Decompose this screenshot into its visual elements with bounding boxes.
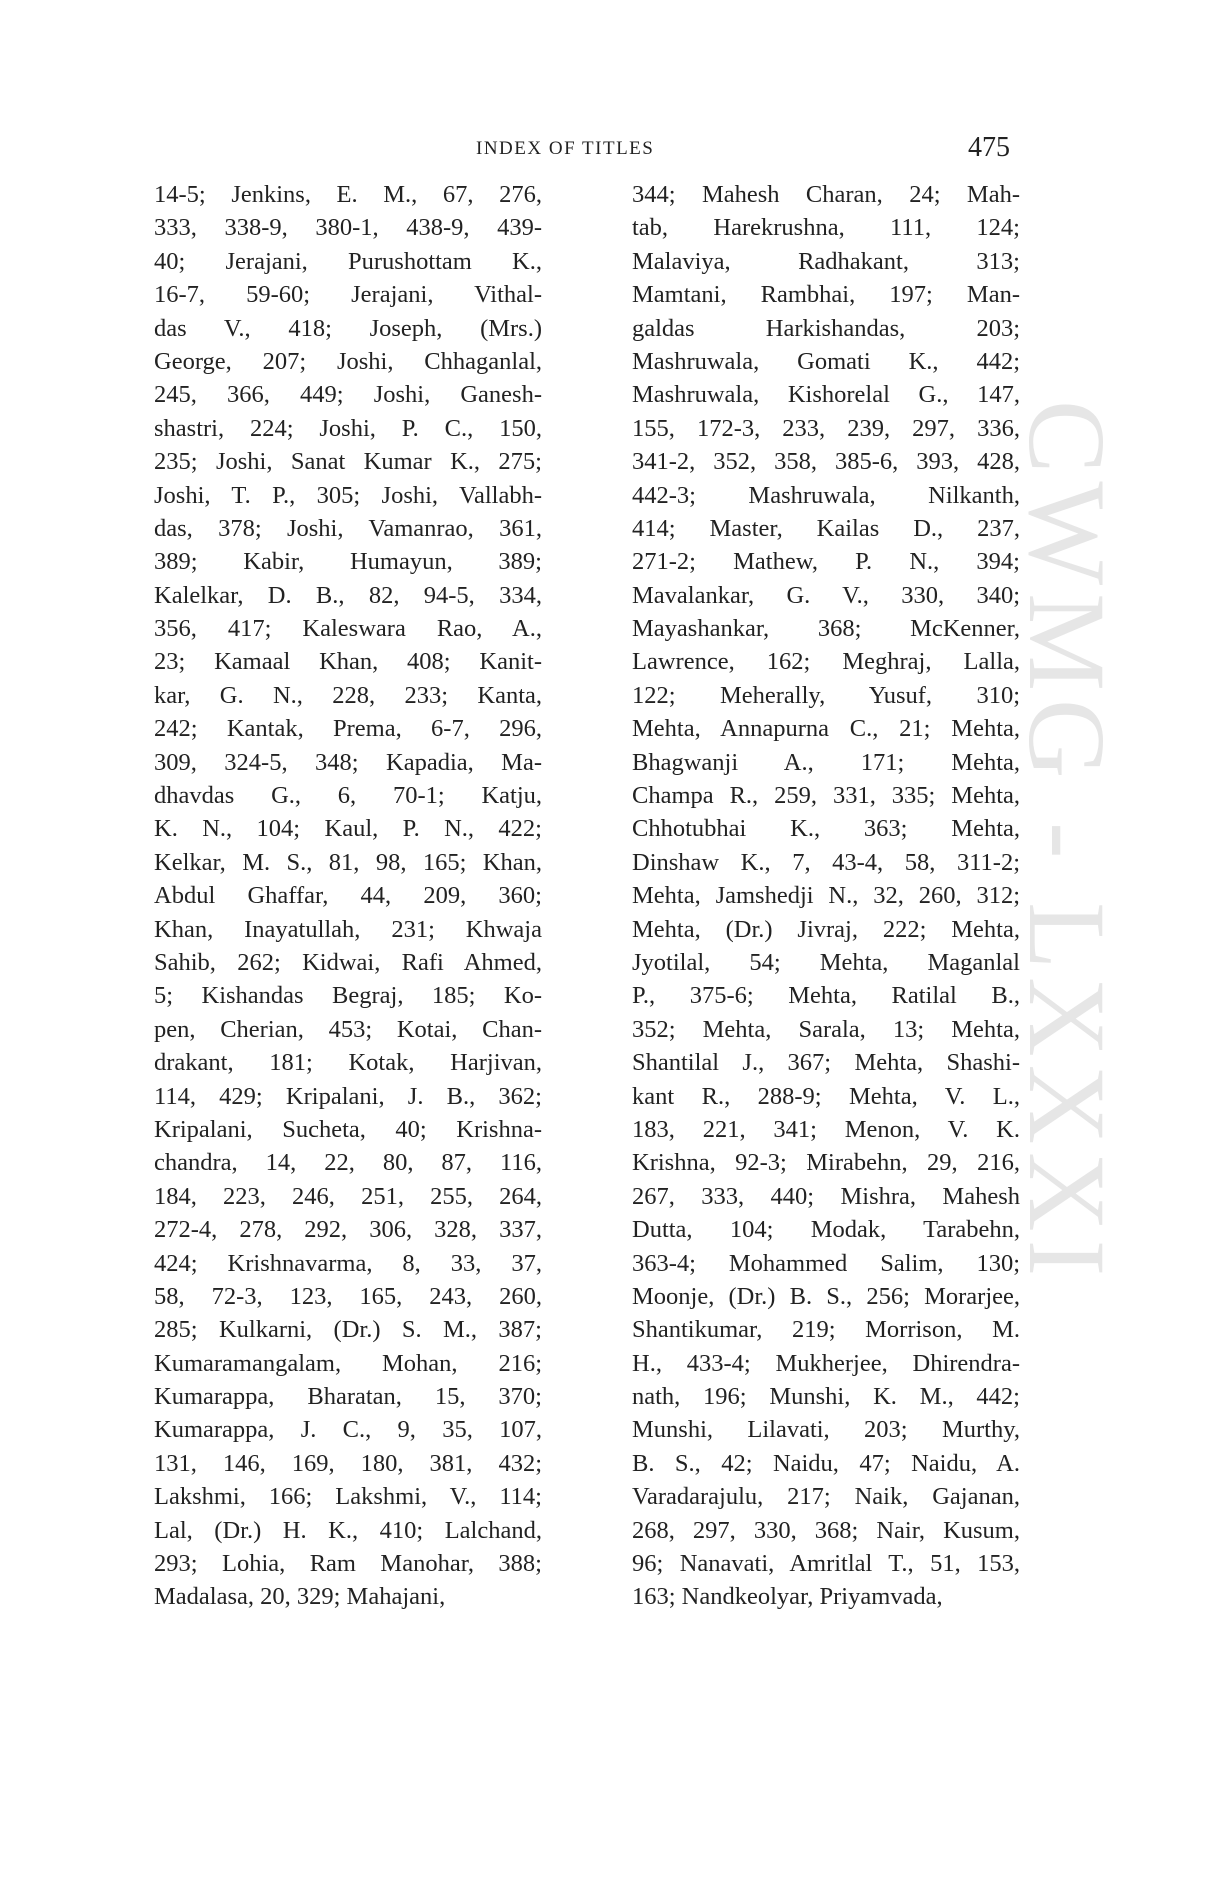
index-line: das V., 418; Joseph, (Mrs.) bbox=[154, 314, 542, 342]
index-line: 245, 366, 449; Joshi, Ganesh- bbox=[154, 381, 542, 409]
index-line: 414; Master, Kailas D., 237, bbox=[632, 514, 1020, 542]
index-line: 285; Kulkarni, (Dr.) S. M., 387; bbox=[154, 1316, 542, 1344]
index-line: 363-4; Mohammed Salim, 130; bbox=[632, 1249, 1020, 1277]
page-number: 475 bbox=[968, 132, 1010, 163]
index-line: Joshi, T. P., 305; Joshi, Vallabh- bbox=[154, 481, 542, 509]
index-line: Varadarajulu, 217; Naik, Gajanan, bbox=[632, 1483, 1020, 1511]
index-line: 58, 72-3, 123, 165, 243, 260, bbox=[154, 1282, 542, 1310]
index-line: Dutta, 104; Modak, Tarabehn, bbox=[632, 1216, 1020, 1244]
index-line: Kripalani, Sucheta, 40; Krishna- bbox=[154, 1115, 542, 1143]
index-line: Mashruwala, Gomati K., 442; bbox=[632, 347, 1020, 375]
index-line: 96; Nanavati, Amritlal T., 51, 153, bbox=[632, 1550, 1020, 1578]
index-line: George, 207; Joshi, Chhaganlal, bbox=[154, 347, 542, 375]
index-line: K. N., 104; Kaul, P. N., 422; bbox=[154, 815, 542, 843]
index-line: nath, 196; Munshi, K. M., 442; bbox=[632, 1383, 1020, 1411]
index-line: B. S., 42; Naidu, 47; Naidu, A. bbox=[632, 1449, 1020, 1477]
index-line: das, 378; Joshi, Vamanrao, 361, bbox=[154, 514, 542, 542]
index-line: 235; Joshi, Sanat Kumar K., 275; bbox=[154, 448, 542, 476]
index-line: Moonje, (Dr.) B. S., 256; Morarjee, bbox=[632, 1282, 1020, 1310]
index-line: 23; Kamaal Khan, 408; Kanit- bbox=[154, 648, 542, 676]
index-line: H., 433-4; Mukherjee, Dhirendra- bbox=[632, 1349, 1020, 1377]
index-line: pen, Cherian, 453; Kotai, Chan- bbox=[154, 1015, 542, 1043]
index-line: Bhagwanji A., 171; Mehta, bbox=[632, 748, 1020, 776]
index-line: shastri, 224; Joshi, P. C., 150, bbox=[154, 414, 542, 442]
index-line: Chhotubhai K., 363; Mehta, bbox=[632, 815, 1020, 843]
index-line: 114, 429; Kripalani, J. B., 362; bbox=[154, 1082, 542, 1110]
index-line: Khan, Inayatullah, 231; Khwaja bbox=[154, 915, 542, 943]
index-line: Jyotilal, 54; Mehta, Maganlal bbox=[632, 948, 1020, 976]
index-line: 356, 417; Kaleswara Rao, A., bbox=[154, 615, 542, 643]
index-line: Madalasa, 20, 329; Mahajani, bbox=[154, 1583, 446, 1611]
index-line: Mashruwala, Kishorelal G., 147, bbox=[632, 381, 1020, 409]
index-line: Mehta, Annapurna C., 21; Mehta, bbox=[632, 715, 1020, 743]
index-line: galdas Harkishandas, 203; bbox=[632, 314, 1020, 342]
index-line: Kalelkar, D. B., 82, 94-5, 334, bbox=[154, 581, 542, 609]
index-line: Mamtani, Rambhai, 197; Man- bbox=[632, 281, 1020, 309]
running-head: INDEX OF TITLES bbox=[476, 138, 655, 159]
index-line: P., 375-6; Mehta, Ratilal B., bbox=[632, 982, 1020, 1010]
index-line: Lawrence, 162; Meghraj, Lalla, bbox=[632, 648, 1020, 676]
index-line: 341-2, 352, 358, 385-6, 393, 428, bbox=[632, 448, 1020, 476]
index-line: 163; Nandkeolyar, Priyamvada, bbox=[632, 1583, 943, 1611]
index-line: 309, 324-5, 348; Kapadia, Ma- bbox=[154, 748, 542, 776]
index-line: 272-4, 278, 292, 306, 328, 337, bbox=[154, 1216, 542, 1244]
index-line: Lal, (Dr.) H. K., 410; Lalchand, bbox=[154, 1516, 542, 1544]
index-line: Malaviya, Radhakant, 313; bbox=[632, 247, 1020, 275]
index-line: Shantilal J., 367; Mehta, Shashi- bbox=[632, 1049, 1020, 1077]
index-line: Mavalankar, G. V., 330, 340; bbox=[632, 581, 1020, 609]
index-line: Mehta, (Dr.) Jivraj, 222; Mehta, bbox=[632, 915, 1020, 943]
index-line: 131, 146, 169, 180, 381, 432; bbox=[154, 1449, 542, 1477]
index-line: Lakshmi, 166; Lakshmi, V., 114; bbox=[154, 1483, 542, 1511]
index-line: Abdul Ghaffar, 44, 209, 360; bbox=[154, 882, 542, 910]
watermark: CWMG - LXXXI bbox=[1006, 400, 1128, 1285]
index-line: drakant, 181; Kotak, Harjivan, bbox=[154, 1049, 542, 1077]
index-line: 293; Lohia, Ram Manohar, 388; bbox=[154, 1550, 542, 1578]
index-line: dhavdas G., 6, 70-1; Katju, bbox=[154, 782, 542, 810]
index-column-left bbox=[154, 178, 542, 1614]
index-line: 16-7, 59-60; Jerajani, Vithal- bbox=[154, 281, 542, 309]
index-line: 184, 223, 246, 251, 255, 264, bbox=[154, 1182, 542, 1210]
index-line: Dinshaw K., 7, 43-4, 58, 311-2; bbox=[632, 848, 1020, 876]
index-line: Shantikumar, 219; Morrison, M. bbox=[632, 1316, 1020, 1344]
index-line: Kelkar, M. S., 81, 98, 165; Khan, bbox=[154, 848, 542, 876]
index-line: chandra, 14, 22, 80, 87, 116, bbox=[154, 1149, 542, 1177]
index-line: 389; Kabir, Humayun, 389; bbox=[154, 548, 542, 576]
index-line: 442-3; Mashruwala, Nilkanth, bbox=[632, 481, 1020, 509]
index-line: 40; Jerajani, Purushottam K., bbox=[154, 247, 542, 275]
index-line: Munshi, Lilavati, 203; Murthy, bbox=[632, 1416, 1020, 1444]
index-line: 333, 338-9, 380-1, 438-9, 439- bbox=[154, 214, 542, 242]
index-line: 352; Mehta, Sarala, 13; Mehta, bbox=[632, 1015, 1020, 1043]
index-line: 183, 221, 341; Menon, V. K. bbox=[632, 1115, 1020, 1143]
index-line: tab, Harekrushna, 111, 124; bbox=[632, 214, 1020, 242]
index-line: 122; Meherally, Yusuf, 310; bbox=[632, 681, 1020, 709]
index-line: Kumarappa, J. C., 9, 35, 107, bbox=[154, 1416, 542, 1444]
index-line: 271-2; Mathew, P. N., 394; bbox=[632, 548, 1020, 576]
index-line: 268, 297, 330, 368; Nair, Kusum, bbox=[632, 1516, 1020, 1544]
index-line: 242; Kantak, Prema, 6-7, 296, bbox=[154, 715, 542, 743]
index-line: Kumaramangalam, Mohan, 216; bbox=[154, 1349, 542, 1377]
index-line: Champa R., 259, 331, 335; Mehta, bbox=[632, 782, 1020, 810]
index-column-right bbox=[632, 178, 1020, 1614]
page-header bbox=[0, 132, 1229, 172]
index-line: Sahib, 262; Kidwai, Rafi Ahmed, bbox=[154, 948, 542, 976]
index-line: 5; Kishandas Begraj, 185; Ko- bbox=[154, 982, 542, 1010]
index-line: kant R., 288-9; Mehta, V. L., bbox=[632, 1082, 1020, 1110]
index-line: kar, G. N., 228, 233; Kanta, bbox=[154, 681, 542, 709]
index-line: 14-5; Jenkins, E. M., 67, 276, bbox=[154, 181, 542, 208]
index-line: Mehta, Jamshedji N., 32, 260, 312; bbox=[632, 882, 1020, 910]
index-line: Krishna, 92-3; Mirabehn, 29, 216, bbox=[632, 1149, 1020, 1177]
index-line: 344; Mahesh Charan, 24; Mah- bbox=[632, 181, 1020, 208]
index-line: Mayashankar, 368; McKenner, bbox=[632, 615, 1020, 643]
index-line: 267, 333, 440; Mishra, Mahesh bbox=[632, 1182, 1020, 1210]
index-line: 155, 172-3, 233, 239, 297, 336, bbox=[632, 414, 1020, 442]
index-line: Kumarappa, Bharatan, 15, 370; bbox=[154, 1383, 542, 1411]
index-line: 424; Krishnavarma, 8, 33, 37, bbox=[154, 1249, 542, 1277]
